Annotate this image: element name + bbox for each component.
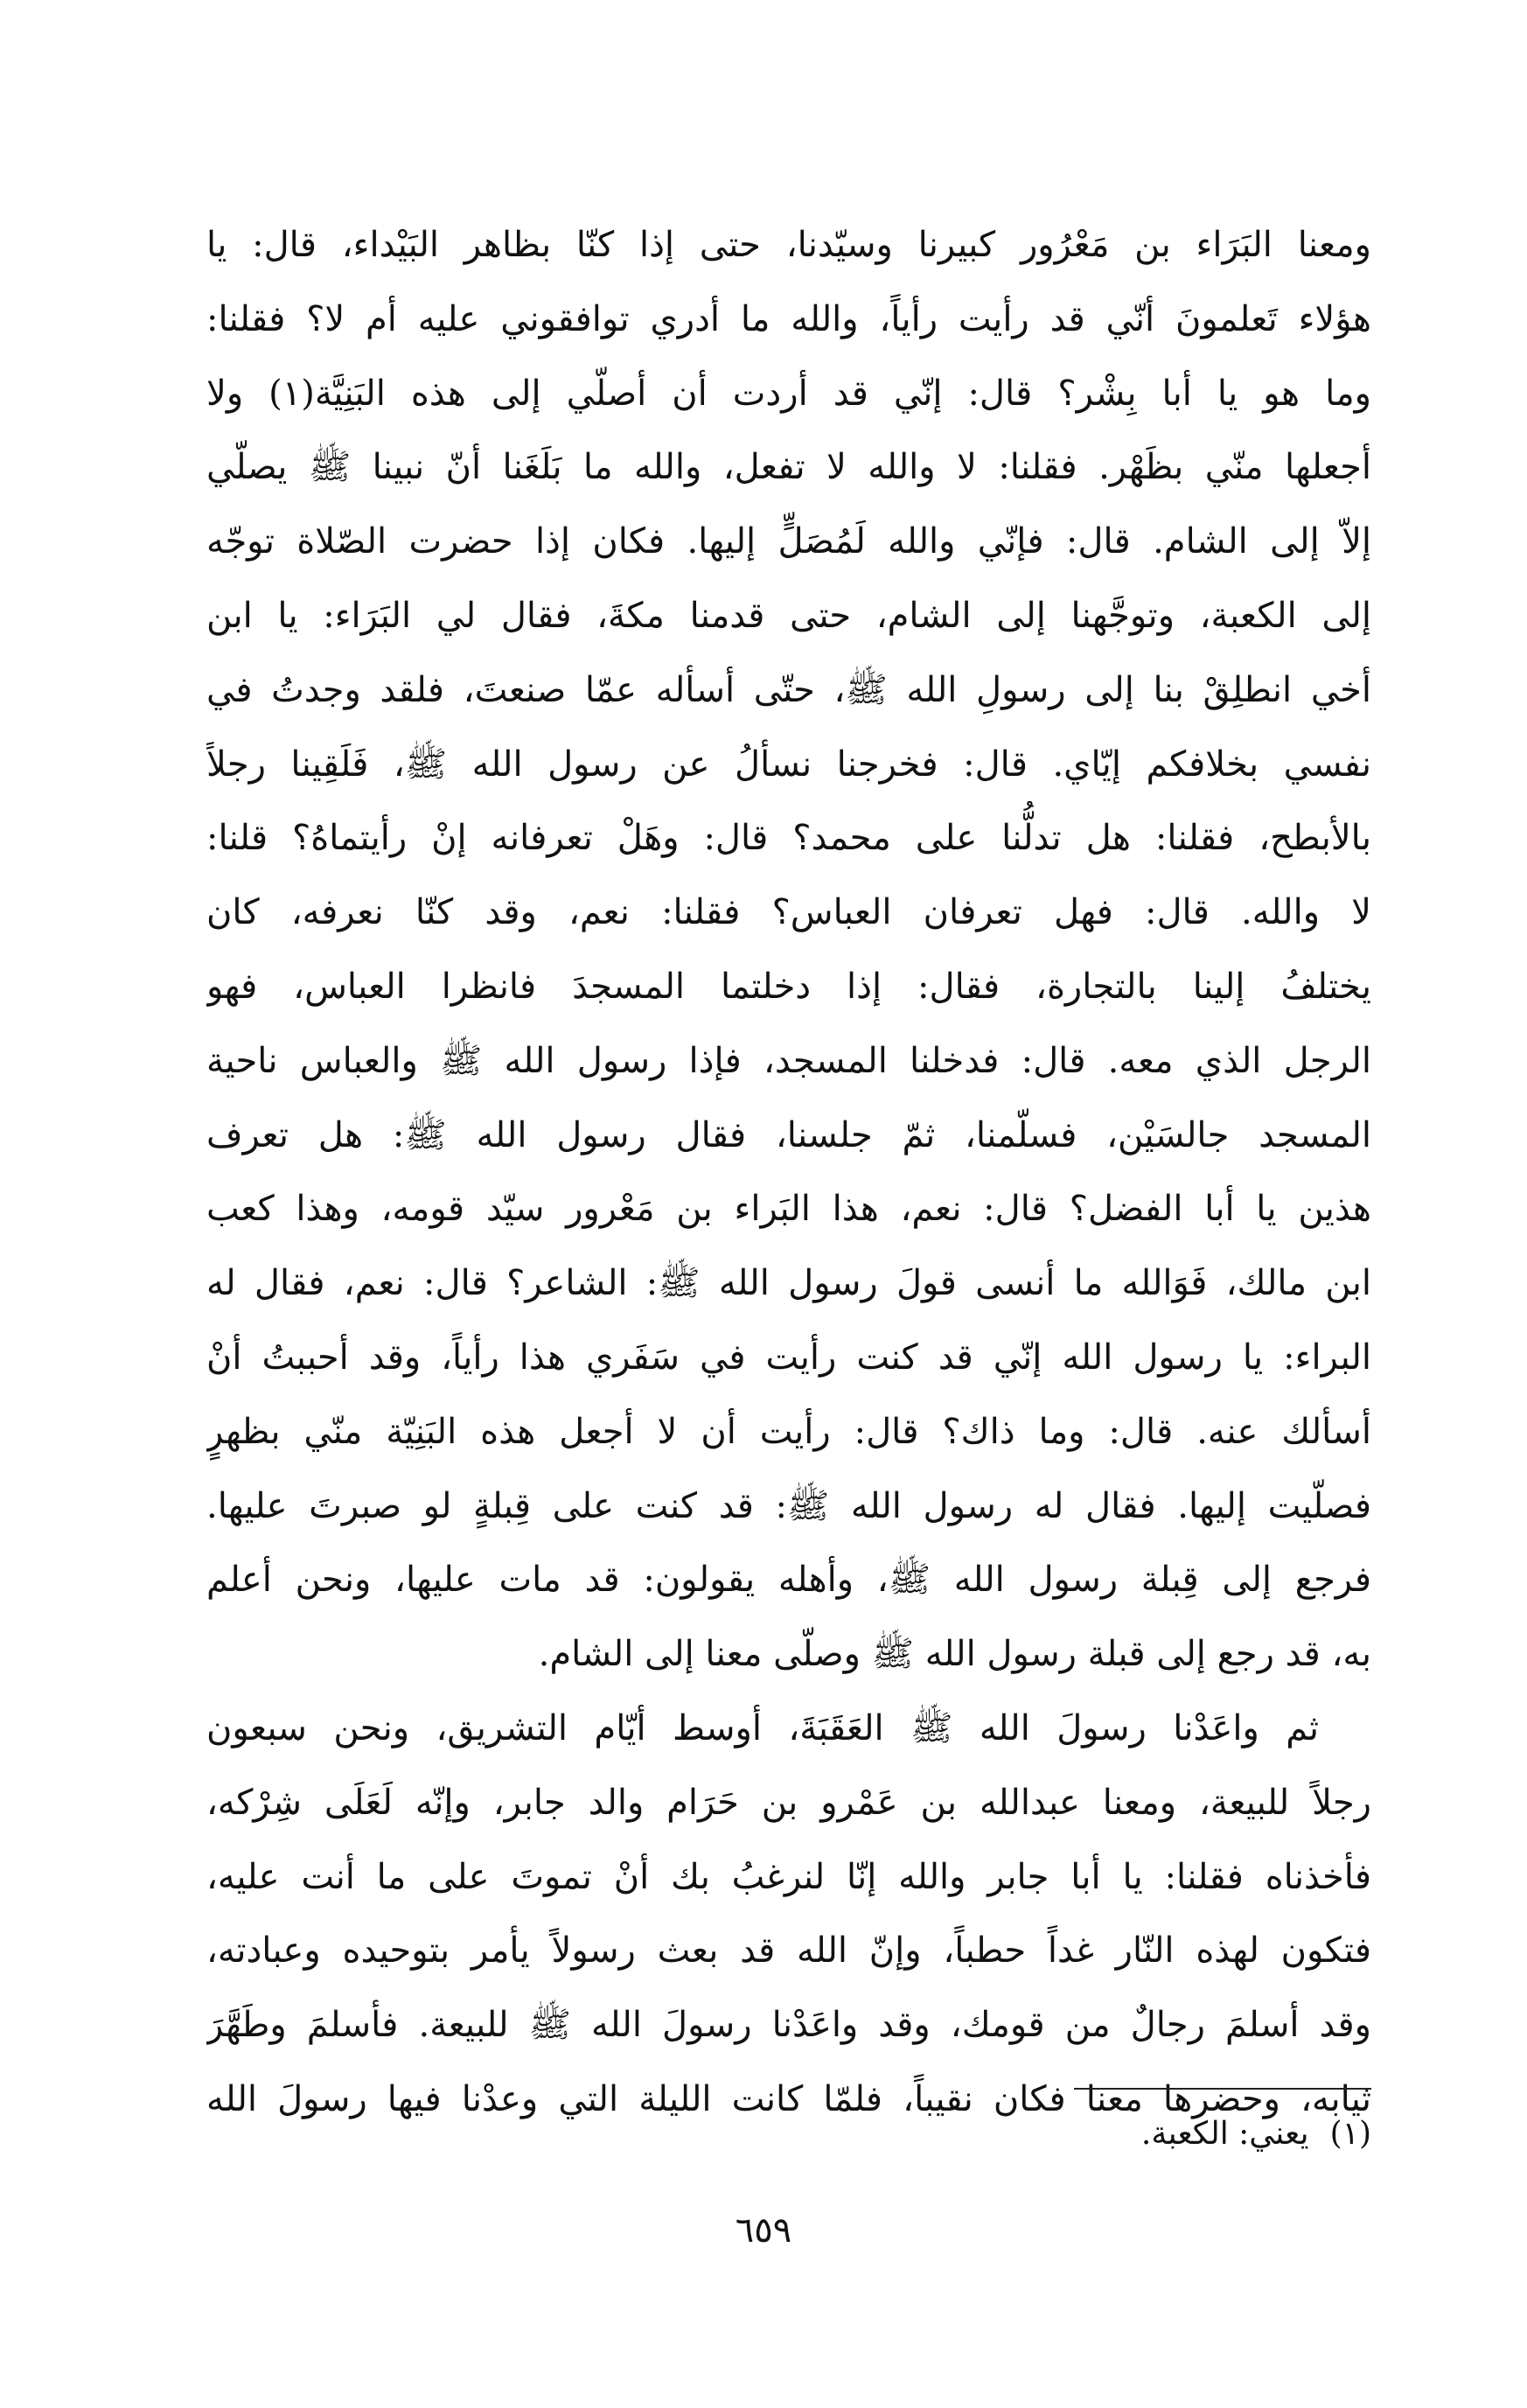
text-line: فرجع إلى قِبلة رسول الله ﷺ، وأهله يقولون: قد مات عليها، ونحن أعلم (206, 1560, 1371, 1601)
text-line: أجعلها منّي بظَهْر. فقلنا: لا والله لا تفعل، والله ما بَلَغَنا أنّ نبينا ﷺ يصلّي (206, 447, 1371, 488)
text-line: هؤلاء تَعلمونَ أنّي قد رأيت رأياً، والله ما أدري توافقوني عليه أم لا؟ فقلنا: (206, 298, 1371, 339)
page-number: ٦٥٩ (735, 2210, 792, 2251)
text-line: فصلّيت إليها. فقال له رسول الله ﷺ: قد كنت على قِبلةٍ لو صبرتَ عليها. (206, 1485, 1371, 1526)
text-line: رجلاً للبيعة، ومعنا عبدالله بن عَمْرو بن حَرَام والد جابر، وإنّه لَعَلَى شِرْكه، (206, 1782, 1371, 1823)
text-line: بالأبطح، فقلنا: هل تدلُّنا على محمد؟ قال: وهَلْ تعرفانه إنْ رأيتماهُ؟ قلنا: (206, 818, 1371, 859)
text-line: وقد أسلمَ رجالٌ من قومك، وقد واعَدْنا رسولَ الله ﷺ للبيعة. فأسلمَ وطَهَّرَ (206, 2005, 1371, 2046)
text-line: الرجل الذي معه. قال: فدخلنا المسجد، فإذا رسول الله ﷺ والعباس ناحية (206, 1040, 1371, 1081)
main-text (206, 208, 1371, 2137)
text-line: أخي انطلِقْ بنا إلى رسولِ الله ﷺ، حتّى أسأله عمّا صنعتَ، فلقد وجدتُ في (206, 669, 1371, 710)
text-line: لا والله. قال: فهل تعرفان العباس؟ فقلنا: نعم، وقد كنّا نعرفه، كان (206, 892, 1371, 933)
text-line-paragraph-start: ثم واعَدْنا رسولَ الله ﷺ العَقَبَةَ، أوسط أيّام التشريق، ونحن سبعون (206, 1707, 1320, 1748)
text-line: فأخذناه فقلنا: يا أبا جابر والله إنّا لنرغبُ بك أنْ تموتَ على ما أنت عليه، (206, 1856, 1371, 1897)
text-line: إلى الكعبة، وتوجَّهنا إلى الشام، حتى قدمنا مكةَ، فقال لي البَرَاء: يا ابن (206, 595, 1371, 636)
text-line: وما هو يا أبا بِشْر؟ قال: إنّي قد أردت أن أصلّي إلى هذه البَنِيَّة(١) ولا (206, 373, 1371, 414)
footnote (847, 2108, 1371, 2160)
text-line: إلاّ إلى الشام. قال: فإنّي والله لَمُصَلٍّ إليها. فكان إذا حضرت الصّلاة توجّه (206, 521, 1371, 562)
text-line: البراء: يا رسول الله إنّي قد كنت رأيت في سَفَري هذا رأياً، وقد أحببتُ أنْ (206, 1337, 1371, 1378)
footnote-text: يعني: الكعبة. (1140, 2116, 1309, 2152)
text-line: أسألك عنه. قال: وما ذاك؟ قال: رأيت أن لا أجعل هذه البَنِيّة منّي بظهرٍ (206, 1411, 1371, 1452)
text-line: هذين يا أبا الفضل؟ قال: نعم، هذا البَراء بن مَعْرور سيّد قومه، وهذا كعب (206, 1189, 1371, 1230)
text-line: ومعنا البَرَاء بن مَعْرُور كبيرنا وسيّدنا، حتى إذا كنّا بظاهر البَيْداء، قال: يا (206, 225, 1371, 265)
footnote-divider (1074, 2088, 1371, 2090)
footnote-number: (١) (1329, 2116, 1371, 2152)
text-line: ثيابه، وحضرها معنا فكان نقيباً، فلمّا كانت الليلة التي وعدْنا فيها رسولَ الله (206, 2078, 1371, 2119)
text-line: نفسي بخلافكم إيّاي. قال: فخرجنا نسألُ عن رسول الله ﷺ، فَلَقِينا رجلاً (206, 743, 1371, 785)
text-line-paragraph-end: به، قد رجع إلى قبلة رسول الله ﷺ وصلّى معنا إلى الشام. (538, 1634, 1371, 1675)
text-line: المسجد جالسَيْن، فسلّمنا، ثمّ جلسنا، فقال رسول الله ﷺ: هل تعرف (206, 1114, 1371, 1155)
text-line: يختلفُ إلينا بالتجارة، فقال: إذا دخلتما المسجدَ فانظرا العباس، فهو (206, 966, 1371, 1007)
text-line: ابن مالك، فَوَالله ما أنسى قولَ رسول الله ﷺ: الشاعر؟ قال: نعم، فقال له (206, 1263, 1371, 1304)
text-line: فتكون لهذه النّار غداً حطباً، وإنّ الله قد بعث رسولاً يأمر بتوحيده وعبادته، (206, 1930, 1371, 1972)
